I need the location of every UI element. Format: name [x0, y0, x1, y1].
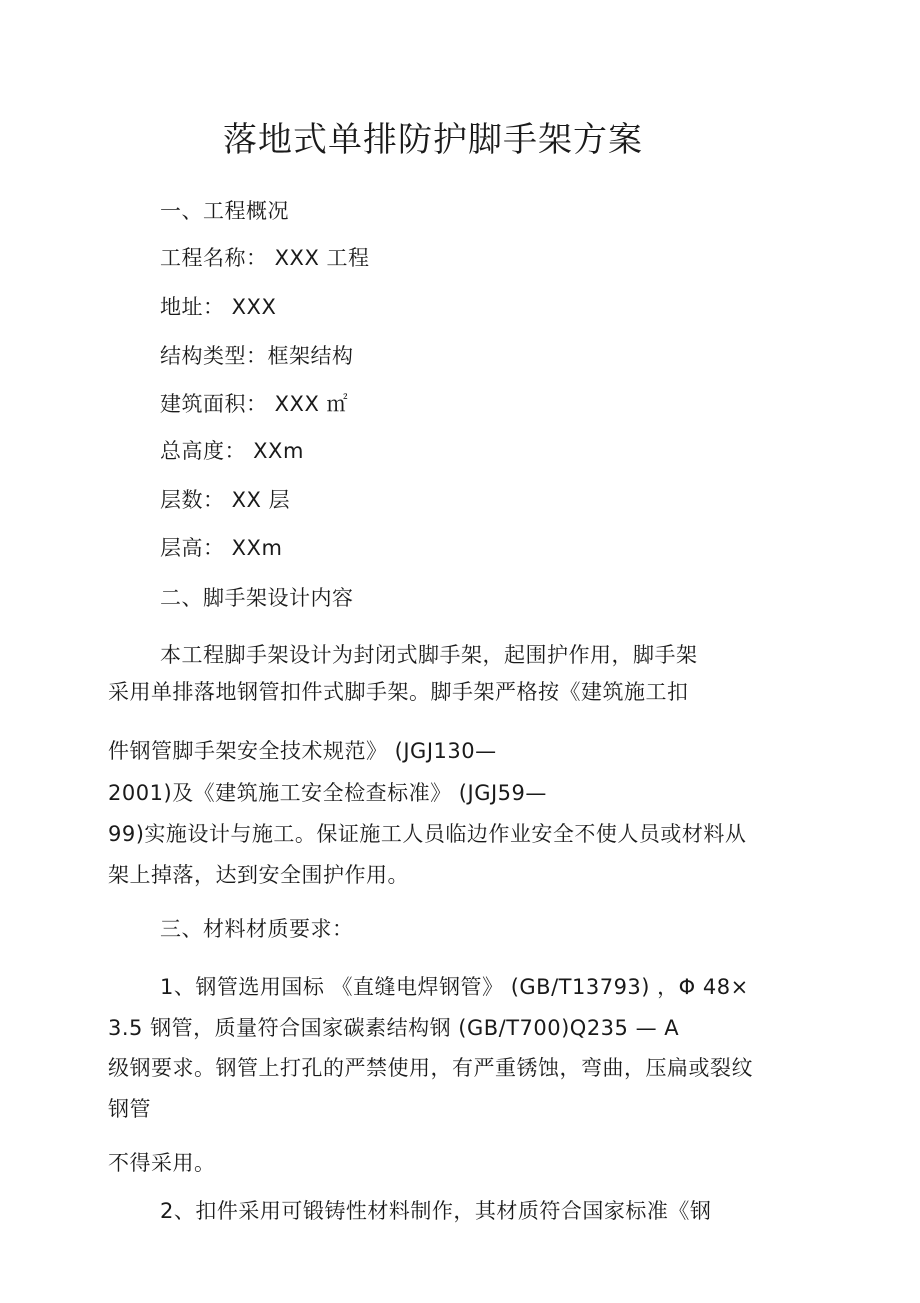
paragraph-line: 99)实施设计与施工。保证施工人员临边作业安全不使人员或材料从 [108, 822, 747, 846]
building-area-line: 建筑面积： XXX ㎡ [160, 392, 349, 416]
address-line: 地址： XXX [160, 295, 277, 319]
paragraph-line: 2、扣件采用可锻铸性材料制作，其材质符合国家标准《钢 [160, 1199, 712, 1223]
paragraph-line: 级钢要求。钢管上打孔的严禁使用，有严重锈蚀，弯曲，压扁或裂纹 [108, 1056, 753, 1080]
paragraph-line: 2001)及《建筑施工安全检查标准》 (JGJ59— [108, 781, 547, 805]
paragraph-line: 不得采用。 [108, 1151, 216, 1175]
total-height-line: 总高度： XXm [160, 439, 304, 463]
paragraph-line: 架上掉落，达到安全围护作用。 [108, 863, 409, 887]
section-heading-design: 二、脚手架设计内容 [160, 586, 354, 610]
structure-type-line: 结构类型：框架结构 [160, 344, 354, 368]
section-heading-overview: 一、工程概况 [160, 199, 289, 223]
paragraph-line: 钢管 [108, 1097, 151, 1121]
paragraph-line: 本工程脚手架设计为封闭式脚手架，起围护作用，脚手架 [160, 643, 698, 667]
paragraph-line: 采用单排落地钢管扣件式脚手架。脚手架严格按《建筑施工扣 [108, 680, 689, 704]
project-name-line: 工程名称： XXX 工程 [160, 246, 370, 270]
floor-height-line: 层高： XXm [160, 536, 283, 560]
paragraph-line: 1、钢管选用国标 《直缝电焊钢管》 (GB/T13793) ，Φ 48× [160, 975, 749, 999]
document-title: 落地式单排防护脚手架方案 [223, 120, 643, 160]
paragraph-line: 件钢管脚手架安全技术规范》 (JGJ130— [108, 739, 497, 763]
floor-count-line: 层数： XX 层 [160, 488, 291, 512]
paragraph-line: 3.5 钢管，质量符合国家碳素结构钢 (GB/T700)Q235 — A [108, 1016, 680, 1040]
section-heading-materials: 三、材料材质要求： [160, 917, 354, 941]
